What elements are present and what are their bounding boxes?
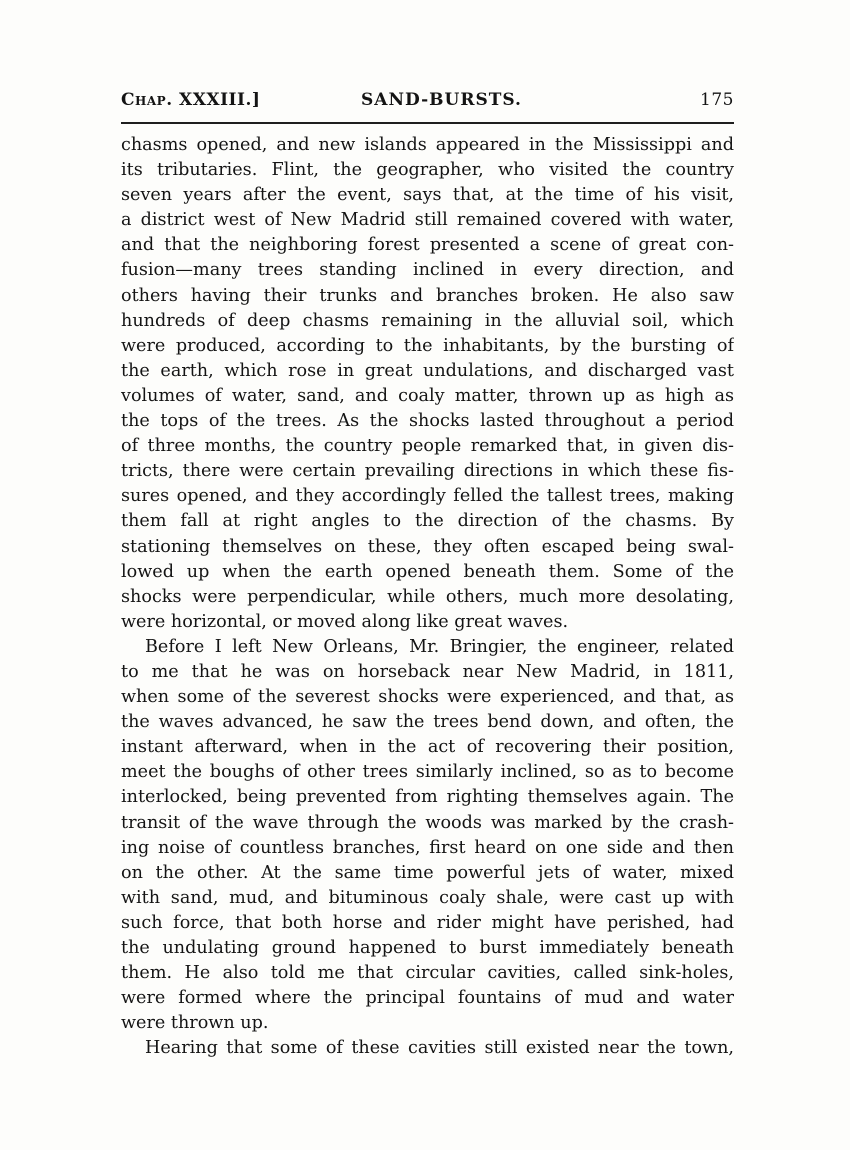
text-line: when some of the severest shocks were experienced, and that, as bbox=[121, 687, 734, 708]
text-line: on the other. At the same time powerful jets of water, mixed bbox=[121, 862, 734, 883]
text-line: the earth, which rose in great undulations, and discharged vast bbox=[121, 360, 734, 381]
text-line: transit of the wave through the woods was marked by the crash- bbox=[121, 812, 734, 833]
body-text bbox=[121, 133, 734, 1061]
text-line: volumes of water, sand, and coaly matter, thrown up as high as bbox=[121, 385, 734, 406]
text-line: interlocked, being prevented from righting themselves again. The bbox=[121, 787, 734, 808]
text-line: the tops of the trees. As the shocks lasted throughout a period bbox=[121, 411, 734, 432]
text-line: chasms opened, and new islands appeared in the Mississippi and bbox=[121, 135, 734, 155]
text-line: meet the boughs of other trees similarly inclined, so as to become bbox=[121, 762, 734, 783]
text-line: were horizontal, or moved along like great waves. bbox=[121, 611, 569, 632]
text-line: tricts, there were certain prevailing directions in which these fis- bbox=[121, 461, 734, 482]
text-line: sures opened, and they accordingly felled the tallest trees, making bbox=[121, 486, 734, 507]
text-line: the undulating ground happened to burst immediately beneath bbox=[121, 938, 734, 958]
text-line: shocks were perpendicular, while others, much more desolating, bbox=[121, 586, 734, 607]
text-line: ing noise of countless branches, first heard on one side and then bbox=[121, 837, 734, 858]
text-line: seven years after the event, says that, at the time of his visit, bbox=[121, 185, 734, 206]
text-line: stationing themselves on these, they often escaped being swal- bbox=[121, 536, 734, 557]
text-line: the waves advanced, he saw the trees bend down, and often, the bbox=[121, 712, 734, 733]
text-line: a district west of New Madrid still remained covered with water, bbox=[121, 210, 734, 231]
text-line: them. He also told me that circular cavities, called sink-holes, bbox=[121, 963, 734, 984]
text-line: of three months, the country people remarked that, in given dis- bbox=[121, 436, 734, 457]
text-line: Before I left New Orleans, Mr. Bringier, the engineer, related bbox=[145, 636, 734, 657]
text-line: were produced, according to the inhabitants, by the bursting of bbox=[121, 335, 734, 356]
text-line: and that the neighboring forest presented a scene of great con- bbox=[121, 235, 734, 256]
text-line: others having their trunks and branches broken. He also saw bbox=[121, 285, 734, 306]
text-line: lowed up when the earth opened beneath them. Some of the bbox=[121, 561, 734, 582]
text-line: Hearing that some of these cavities still existed near the town, bbox=[145, 1038, 734, 1059]
text-line: with sand, mud, and bituminous coaly shale, were cast up with bbox=[121, 887, 734, 908]
running-title: SAND-BURSTS. bbox=[361, 90, 522, 110]
text-line: hundreds of deep chasms remaining in the alluvial soil, which bbox=[121, 310, 734, 331]
text-line: its tributaries. Flint, the geographer, who visited the country bbox=[121, 160, 734, 181]
running-header bbox=[121, 84, 734, 114]
text-line: them fall at right angles to the direction of the chasms. By bbox=[121, 511, 734, 532]
text-line: fusion—many trees standing inclined in every direction, and bbox=[121, 260, 734, 281]
text-line: to me that he was on horseback near New Madrid, in 1811, bbox=[121, 661, 734, 682]
text-line: instant afterward, when in the act of recovering their position, bbox=[121, 737, 734, 758]
text-line: were formed where the principal fountains of mud and water bbox=[121, 988, 734, 1009]
chapter-label: Chap. XXXIII.] bbox=[121, 90, 261, 110]
page-number: 175 bbox=[700, 90, 734, 110]
header-rule bbox=[121, 122, 734, 124]
text-line: were thrown up. bbox=[121, 1013, 269, 1034]
text-line: such force, that both horse and rider might have perished, had bbox=[121, 912, 734, 933]
